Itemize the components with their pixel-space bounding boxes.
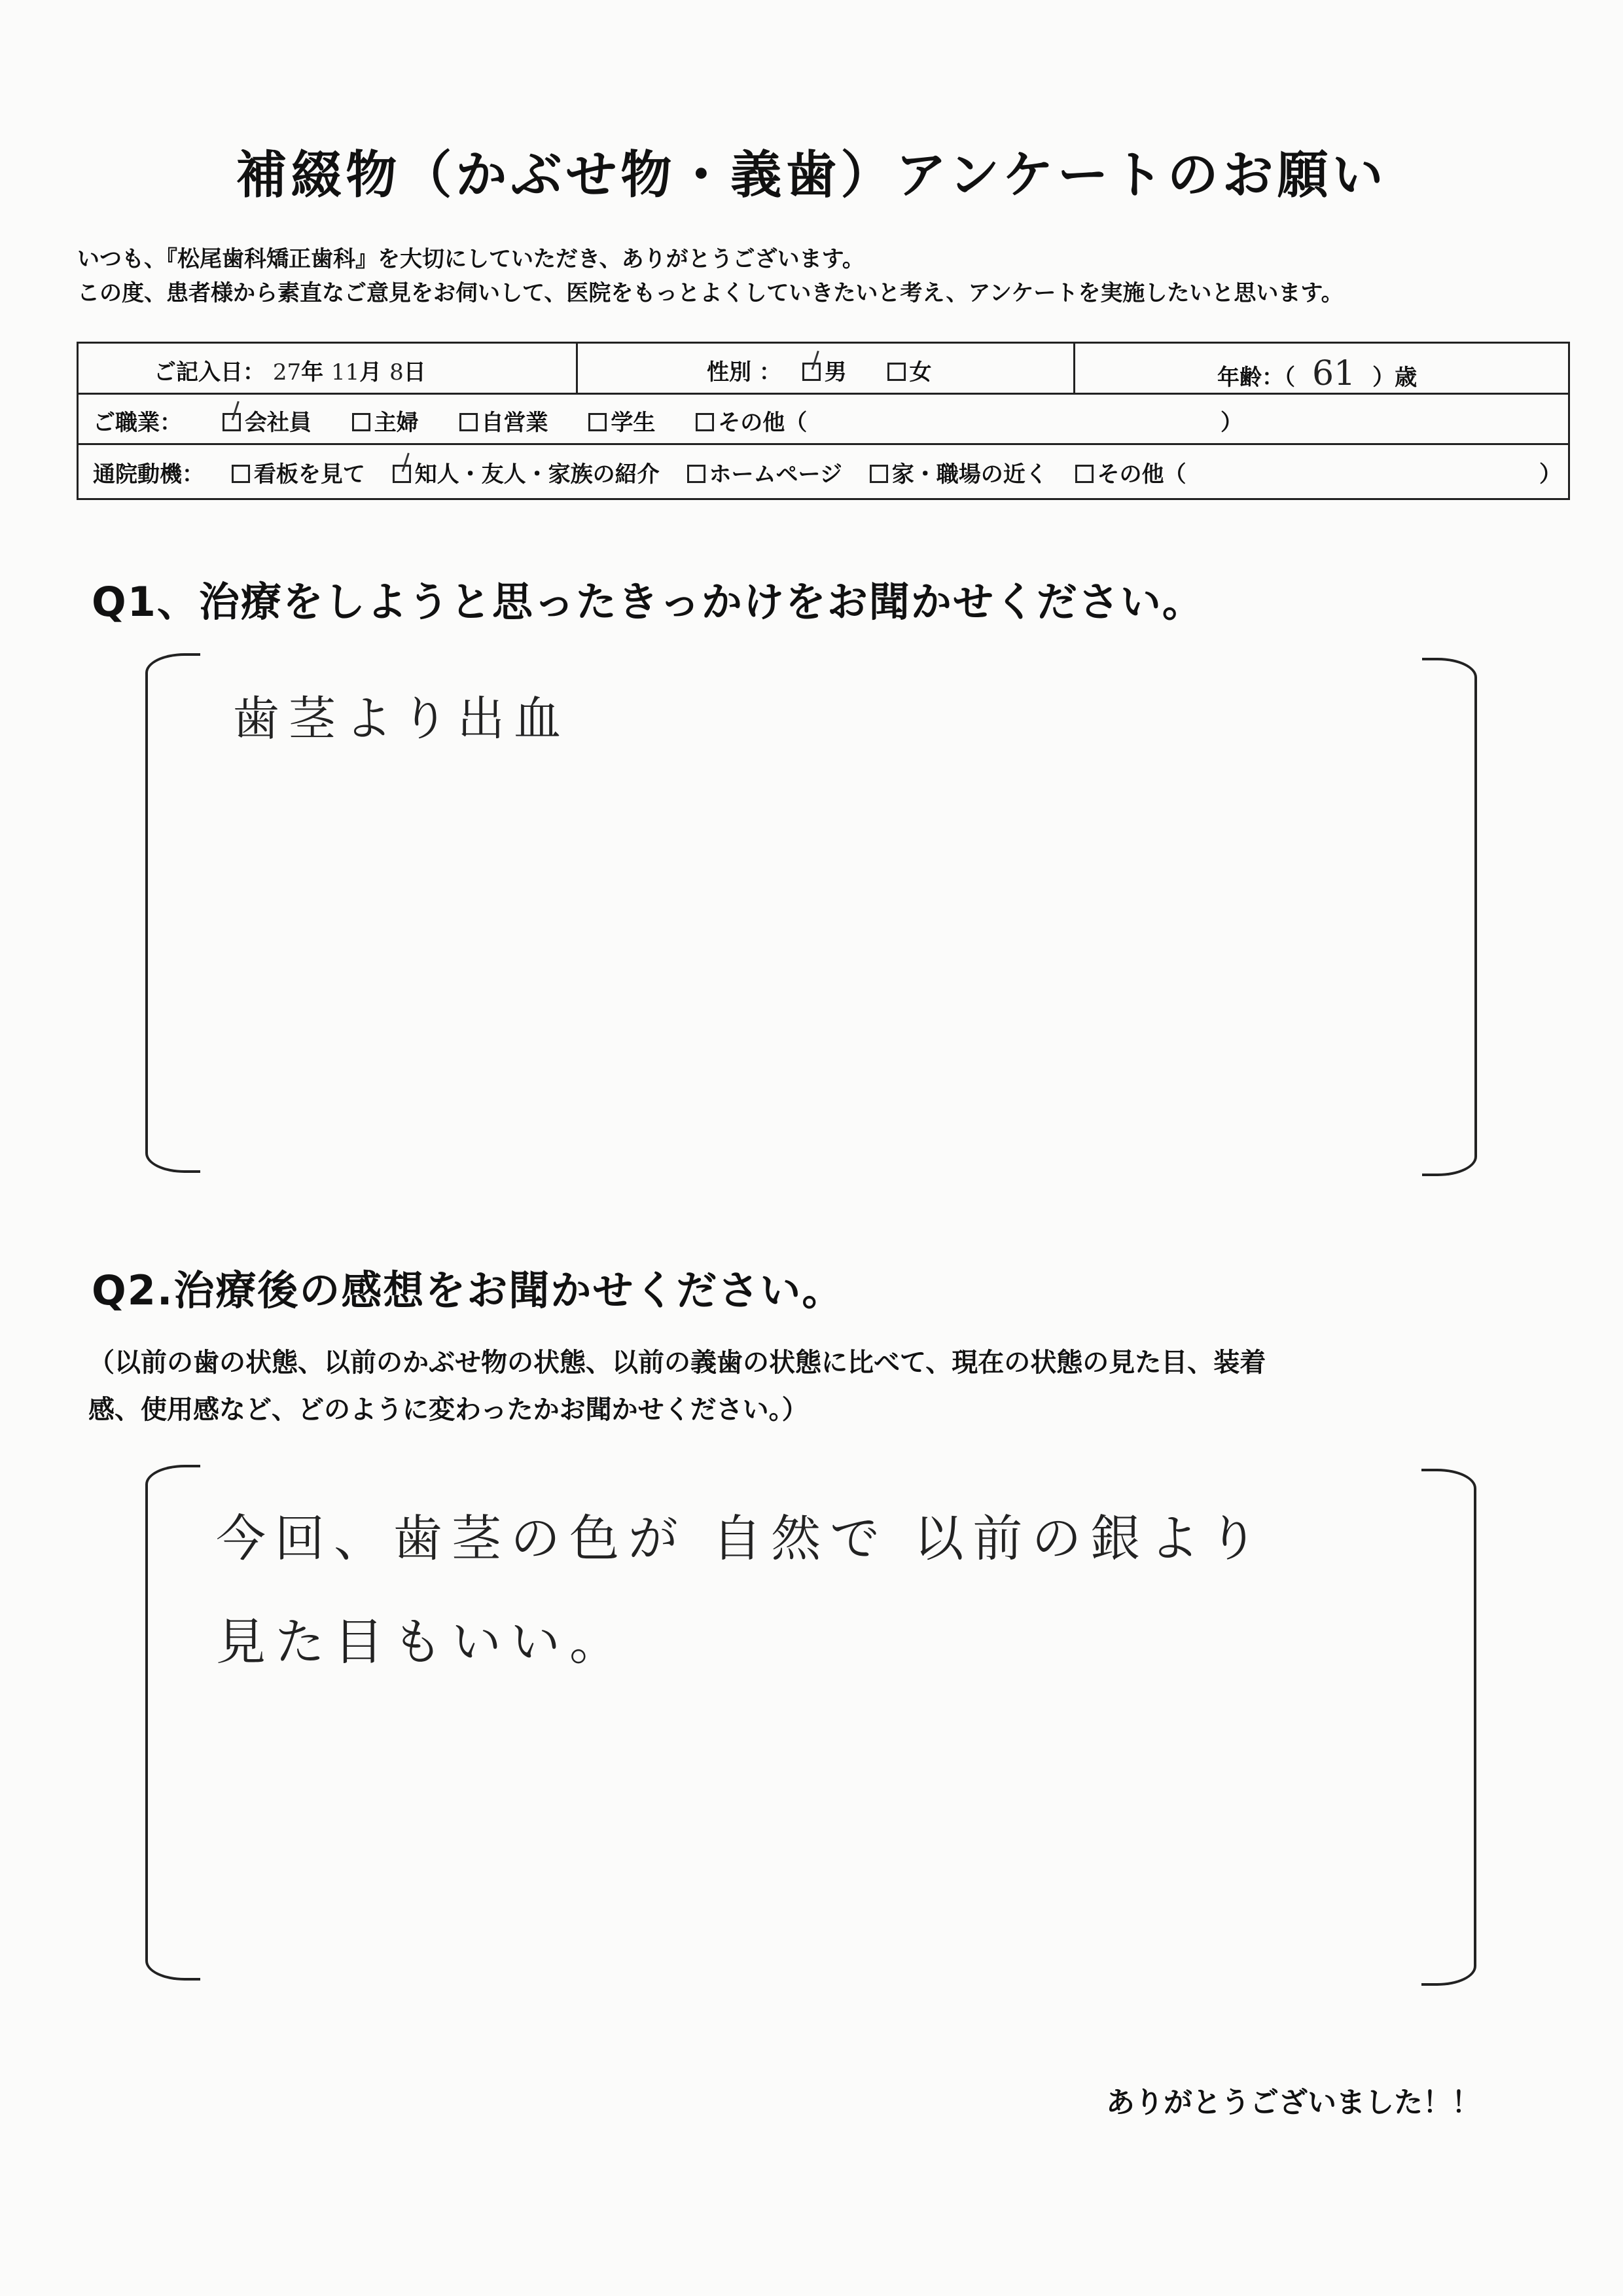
occupation-option-student: 学生	[611, 410, 656, 436]
motive-checkbox-nearby[interactable]	[870, 461, 892, 488]
date-day-value: 8	[389, 359, 404, 386]
date-month-value: 11	[330, 359, 360, 386]
gender-option-male: 男	[824, 359, 847, 386]
check-mark-icon	[232, 401, 246, 423]
occupation-row	[93, 404, 807, 437]
page-title: 補綴物（かぶせ物・義歯）アンケートのお願い	[236, 146, 1387, 205]
occupation-checkbox-selfemployed[interactable]	[459, 410, 482, 436]
year-unit: 年	[301, 359, 324, 386]
motive-checkbox-other[interactable]	[1075, 461, 1097, 488]
intro-line-2: この度、患者様から素直なご意見をお伺いして、医院をもっとよくしていきたいと考え、アンケートを実施したいと思います。	[77, 280, 1344, 306]
occupation-option-other: その他（	[718, 410, 808, 436]
gender-female-checkbox[interactable]	[887, 359, 910, 386]
month-unit: 月	[359, 359, 382, 386]
thanks-message: ありがとうございました！！	[1106, 2086, 1480, 2119]
motive-checkbox-sign[interactable]	[232, 461, 254, 488]
occupation-checkbox-company[interactable]	[223, 410, 245, 436]
q1-answer[interactable]: 歯茎より出血	[232, 691, 571, 746]
occupation-option-housewife: 主婦	[374, 410, 419, 436]
occupation-checkbox-student[interactable]	[588, 410, 611, 436]
gender-field	[707, 354, 932, 386]
q1-bracket-left	[145, 653, 200, 1173]
q1-heading: Q1、治療をしようと思ったきっかけをお聞かせください。	[92, 578, 1204, 626]
q2-note-line-1: （以前の歯の状態、以前のかぶせ物の状態、以前の義歯の状態に比べて、現在の状態の見た目、装着	[88, 1348, 1266, 1378]
gender-option-female: 女	[909, 359, 932, 386]
occupation-option-selfemployed: 自営業	[481, 410, 548, 436]
q1-bracket-right	[1422, 658, 1477, 1176]
motive-close-paren: ）	[1539, 461, 1561, 488]
motive-option-nearby: 家・職場の近く	[891, 461, 1048, 488]
date-field[interactable]	[154, 354, 426, 386]
gender-male-checkbox[interactable]	[802, 359, 825, 386]
q2-bracket-right	[1421, 1469, 1476, 1986]
motive-label: 通院動機：	[93, 461, 204, 488]
motive-checkbox-homepage[interactable]	[687, 461, 709, 488]
day-unit: 日	[403, 359, 426, 386]
patient-info-table	[77, 342, 1570, 500]
q2-answer-line-1[interactable]: 今回、歯茎の色が 自然で 以前の銀より	[216, 1509, 1268, 1568]
check-mark-icon	[811, 351, 825, 372]
q2-bracket-left	[145, 1465, 200, 1981]
age-suffix: ）歳	[1372, 365, 1418, 391]
date-label: ご記入日：	[154, 359, 265, 386]
occupation-option-company: 会社員	[244, 410, 312, 436]
q2-note-line-2: 感、使用感など、どのように変わったかお聞かせください。）	[88, 1395, 808, 1425]
date-year-value: 27	[272, 359, 302, 386]
age-field[interactable]	[1217, 354, 1417, 393]
age-label: 年齢：（	[1217, 365, 1295, 391]
check-mark-icon	[401, 453, 416, 475]
occupation-close-paren: ）	[1221, 410, 1243, 436]
occupation-label: ご職業：	[93, 410, 182, 436]
motive-row	[93, 456, 1186, 488]
occupation-checkbox-other[interactable]	[696, 410, 718, 436]
motive-checkbox-referral[interactable]	[393, 461, 415, 488]
motive-option-sign: 看板を見て	[253, 461, 365, 488]
age-value: 61	[1312, 354, 1356, 393]
motive-option-other: その他（	[1097, 461, 1186, 488]
intro-line-1: いつも、『松尾歯科矯正歯科』を大切にしていただき、ありがとうございます。	[77, 246, 865, 272]
motive-option-referral: 知人・友人・家族の紹介	[414, 461, 660, 488]
q2-answer-line-2[interactable]: 見た目もいい。	[216, 1613, 628, 1671]
motive-option-homepage: ホームページ	[709, 461, 842, 488]
q2-heading: Q2.治療後の感想をお聞かせください。	[92, 1266, 844, 1314]
occupation-checkbox-housewife[interactable]	[352, 410, 374, 436]
gender-label: 性別 ：	[707, 359, 781, 386]
